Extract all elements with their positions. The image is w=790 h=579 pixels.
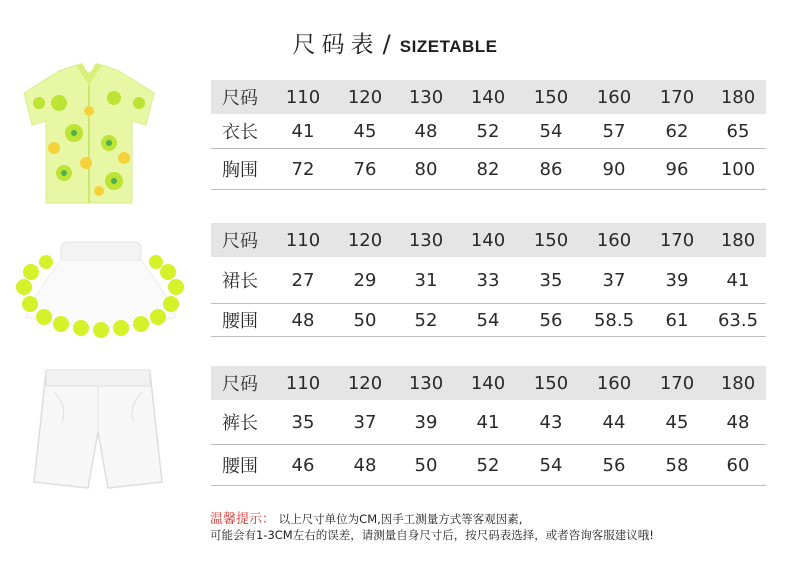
table-cell: 52 (476, 120, 500, 142)
row-label: 腰围 (222, 456, 258, 477)
header-cell: 尺码 (222, 374, 258, 395)
header-cell: 170 (659, 229, 695, 251)
title-slash: / (382, 30, 391, 58)
table-cell: 96 (665, 158, 689, 180)
table-cell: 27 (291, 269, 315, 291)
header-cell: 140 (470, 229, 506, 251)
table-row (211, 400, 766, 445)
table-cell: 52 (476, 454, 500, 476)
header-cell: 130 (408, 86, 444, 108)
header-cell: 110 (285, 229, 321, 251)
table-row (211, 257, 766, 304)
header-cell: 110 (285, 372, 321, 394)
header-cell: 110 (285, 86, 321, 108)
table-header-row (211, 366, 766, 400)
table-cell: 50 (414, 454, 438, 476)
table-row (211, 304, 766, 337)
page-title (0, 26, 790, 59)
table-cell: 62 (665, 120, 689, 142)
table-cell: 80 (414, 158, 438, 180)
table-cell: 45 (353, 120, 377, 142)
table-cell: 37 (353, 411, 377, 433)
row-label: 裙长 (222, 271, 258, 292)
table-cell: 100 (720, 158, 756, 180)
table-cell: 45 (665, 411, 689, 433)
table-header-row (211, 223, 766, 257)
skirt-size-table (211, 223, 766, 337)
table-cell: 35 (539, 269, 563, 291)
table-cell: 63.5 (717, 309, 759, 331)
table-cell: 60 (726, 454, 750, 476)
table-cell: 41 (476, 411, 500, 433)
table-row (211, 445, 766, 486)
table-cell: 46 (291, 454, 315, 476)
header-cell: 130 (408, 229, 444, 251)
table-cell: 72 (291, 158, 315, 180)
table-cell: 29 (353, 269, 377, 291)
shorts-size-table (211, 366, 766, 486)
header-cell: 160 (596, 372, 632, 394)
table-cell: 56 (539, 309, 563, 331)
header-cell: 180 (720, 229, 756, 251)
title-en: SIZETABLE (399, 37, 498, 56)
table-cell: 56 (602, 454, 626, 476)
header-cell: 尺码 (222, 88, 258, 109)
table-cell: 90 (602, 158, 626, 180)
note-highlight: 温馨提示： (210, 512, 276, 527)
table-cell: 58.5 (593, 309, 635, 331)
header-cell: 170 (659, 86, 695, 108)
note-line-2 (210, 527, 654, 543)
table-cell: 48 (291, 309, 315, 331)
header-cell: 150 (533, 229, 569, 251)
table-cell: 58 (665, 454, 689, 476)
header-cell: 170 (659, 372, 695, 394)
shirt-image (14, 63, 164, 209)
table-cell: 31 (414, 269, 438, 291)
note-text-2: 可能会有1-3CM左右的误差，请测量自身尺寸后，按尺码表选择，或者咨询客服建议哦! (210, 528, 654, 542)
table-cell: 37 (602, 269, 626, 291)
table-cell: 48 (414, 120, 438, 142)
header-cell: 140 (470, 86, 506, 108)
table-cell: 52 (414, 309, 438, 331)
table-row (211, 149, 766, 190)
table-header-row (211, 80, 766, 114)
title-cn: 尺码表 (292, 32, 380, 58)
header-cell: 120 (347, 86, 383, 108)
note-text-1: 以上尺寸单位为CM,因手工测量方式等客观因素, (278, 512, 523, 526)
table-cell: 43 (539, 411, 563, 433)
header-cell: 120 (347, 229, 383, 251)
shirt-size-table (211, 80, 766, 190)
skirt-image (16, 232, 186, 342)
table-cell: 82 (476, 158, 500, 180)
header-cell: 150 (533, 86, 569, 108)
row-label: 衣长 (222, 122, 258, 143)
table-cell: 39 (665, 269, 689, 291)
table-cell: 65 (726, 120, 750, 142)
table-cell: 35 (291, 411, 315, 433)
header-cell: 160 (596, 229, 632, 251)
row-label: 胸围 (222, 160, 258, 181)
header-cell: 120 (347, 372, 383, 394)
table-cell: 39 (414, 411, 438, 433)
table-cell: 44 (602, 411, 626, 433)
header-cell: 140 (470, 372, 506, 394)
table-cell: 50 (353, 309, 377, 331)
shorts-image (28, 362, 168, 502)
header-cell: 尺码 (222, 231, 258, 252)
row-label: 裤长 (222, 413, 258, 434)
table-cell: 33 (476, 269, 500, 291)
header-cell: 180 (720, 86, 756, 108)
header-cell: 180 (720, 372, 756, 394)
header-cell: 150 (533, 372, 569, 394)
table-row (211, 114, 766, 149)
table-cell: 86 (539, 158, 563, 180)
header-cell: 160 (596, 86, 632, 108)
row-label: 腰围 (222, 311, 258, 332)
table-cell: 41 (726, 269, 750, 291)
table-cell: 76 (353, 158, 377, 180)
table-cell: 54 (476, 309, 500, 331)
table-cell: 54 (539, 120, 563, 142)
header-cell: 130 (408, 372, 444, 394)
table-cell: 57 (602, 120, 626, 142)
table-cell: 48 (353, 454, 377, 476)
table-cell: 48 (726, 411, 750, 433)
table-cell: 54 (539, 454, 563, 476)
table-cell: 61 (665, 309, 689, 331)
note-line-1 (210, 508, 522, 527)
table-cell: 41 (291, 120, 315, 142)
